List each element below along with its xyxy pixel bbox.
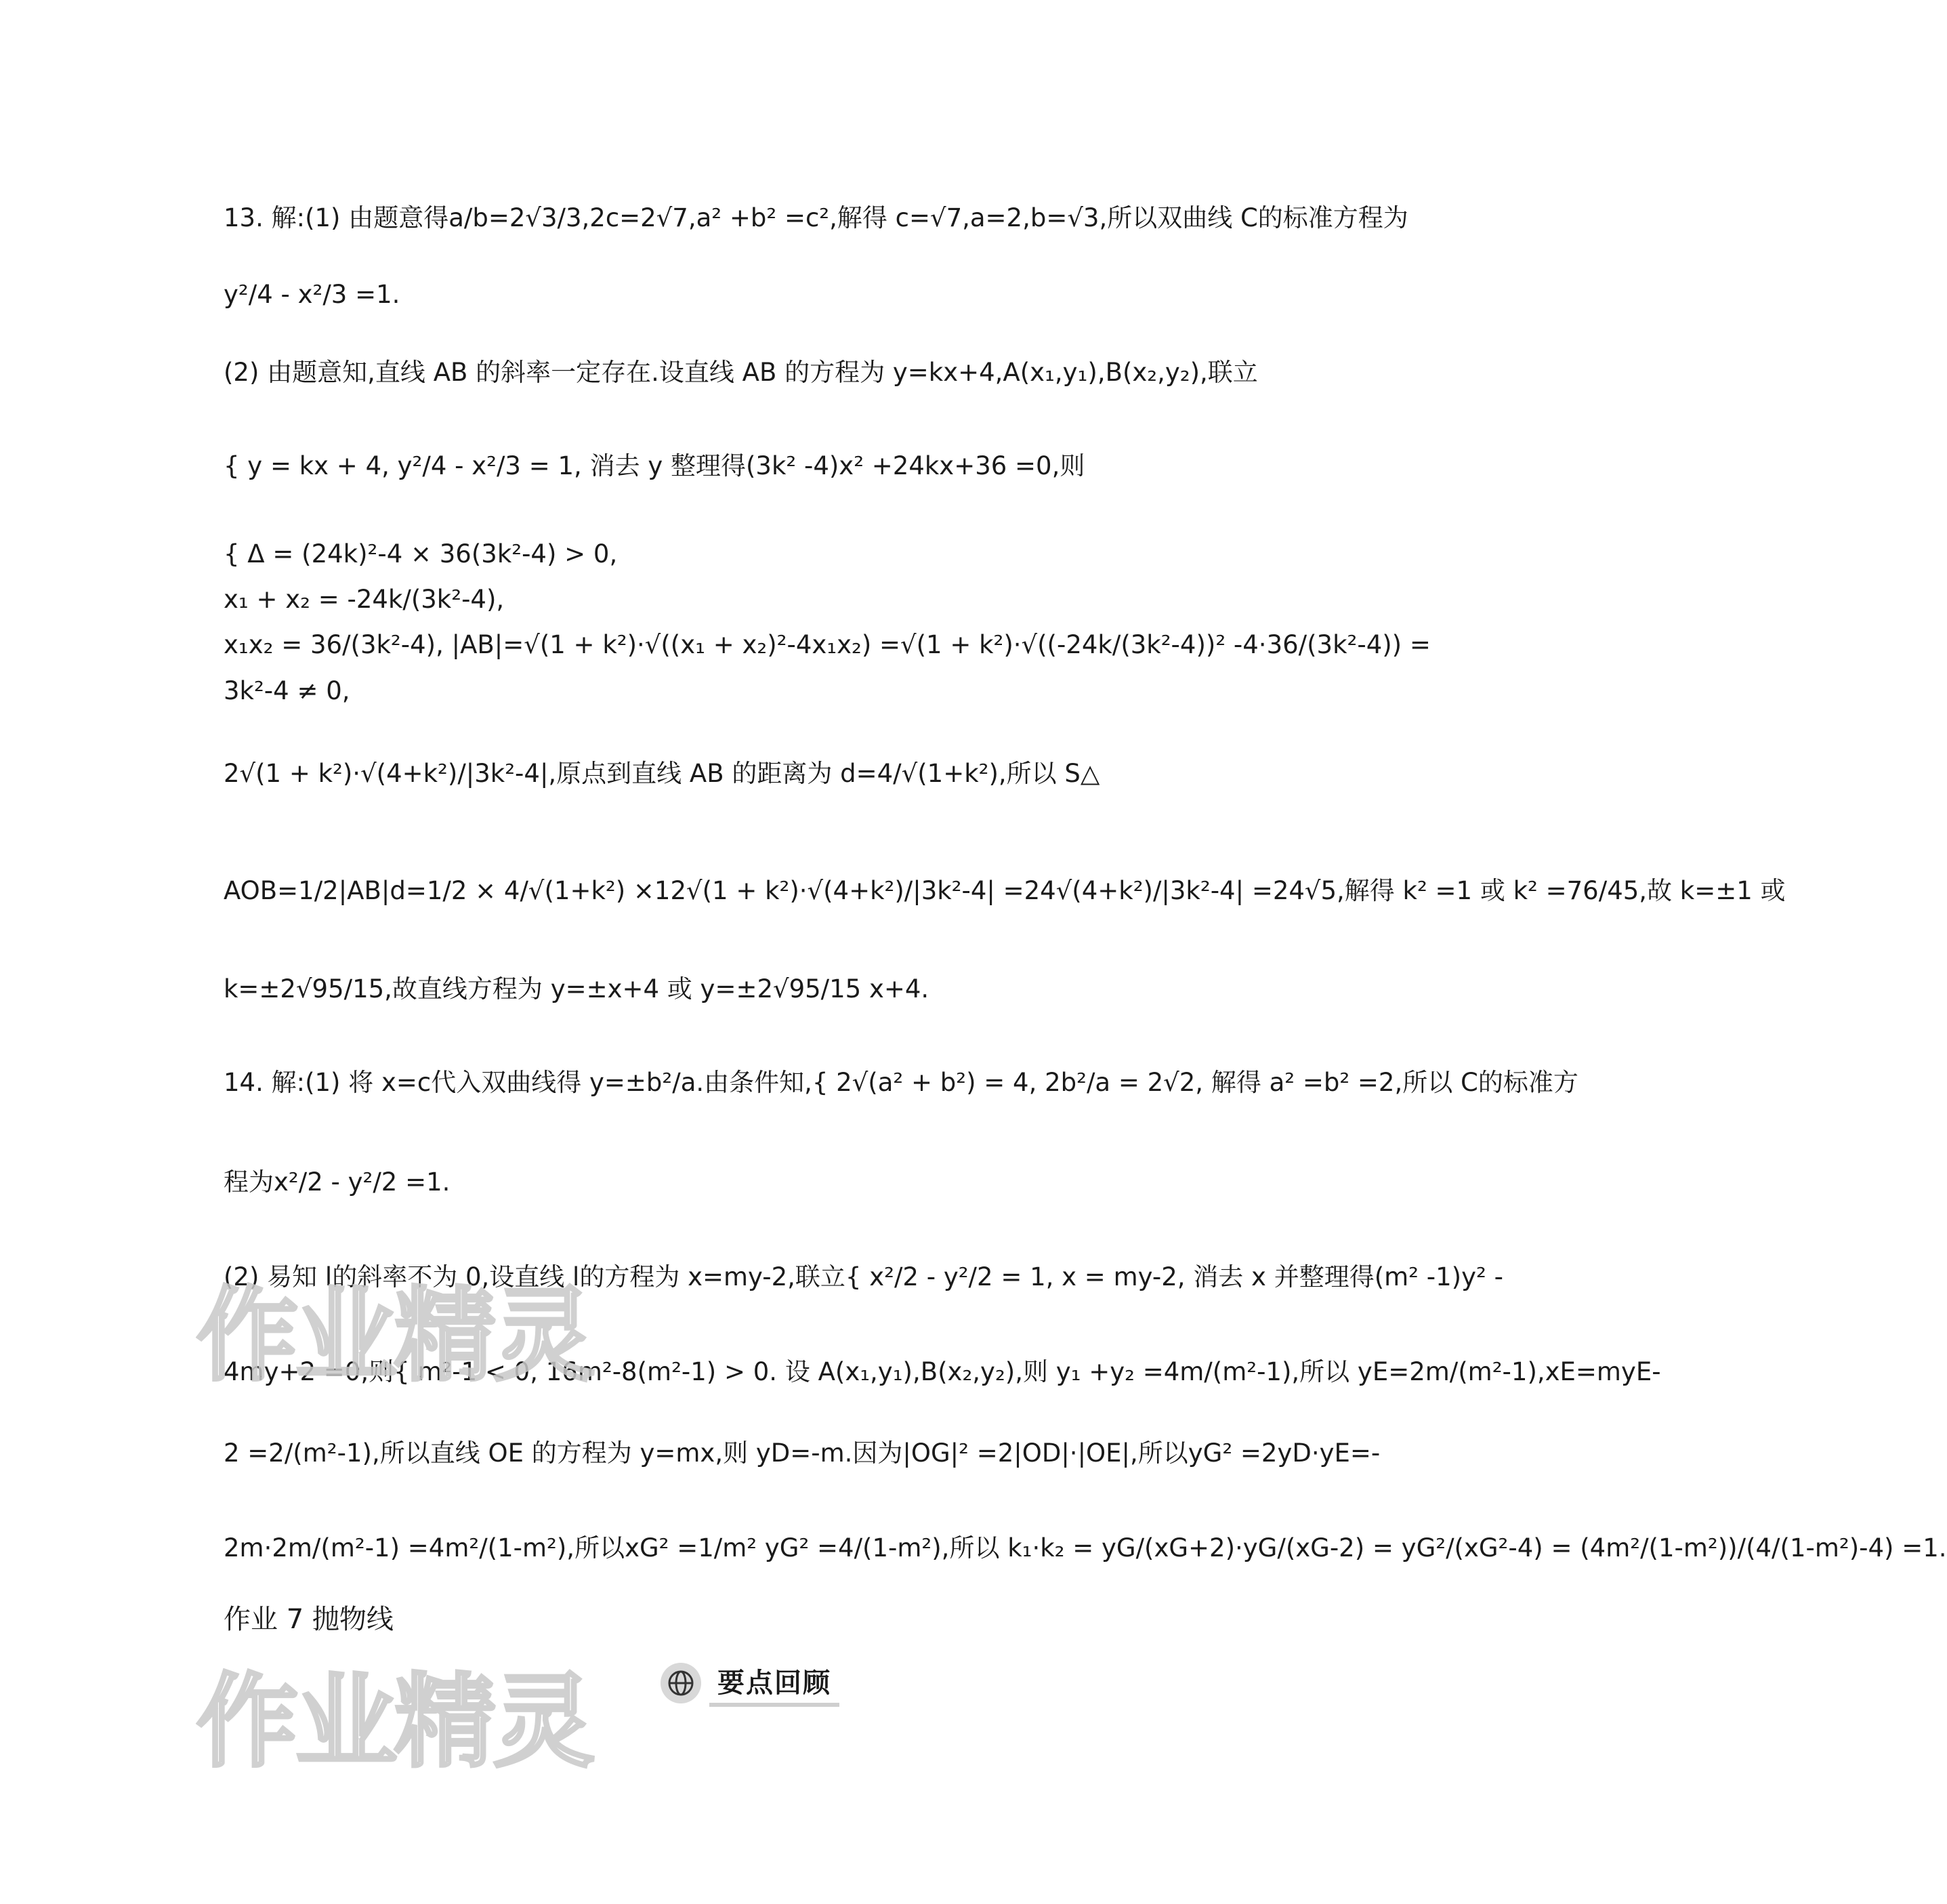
text-line: 2m·2m/(m²-1) =4m²/(1-m²),所以xG² =1/m² yG² =4/(1-m²),所以 k₁·k₂ = yG/(xG+2)·yG/(xG-2) = yG²/(xG²-4) = (4m²/(1-m²))/(4/(1-m²)-4) =1.	[224, 1533, 1947, 1562]
text-line: k=±2√95/15,故直线方程为 y=±x+4 或 y=±2√95/15 x+4.	[224, 974, 929, 1003]
text-line: 2√(1 + k²)·√(4+k²)/|3k²-4|,原点到直线 AB 的距离为 d=4/√(1+k²),所以 S△	[224, 759, 1100, 788]
section-header: 作业 7 抛物线	[224, 1604, 394, 1635]
text-line: (2) 由题意知,直线 AB 的斜率一定存在.设直线 AB 的方程为 y=kx+4,A(x₁,y₁),B(x₂,y₂),联立	[224, 358, 1258, 387]
text-line: (2) 易知 l的斜率不为 0,设直线 l的方程为 x=my-2,联立{ x²/2 - y²/2 = 1, x = my-2, 消去 x 并整理得(m² -1)y² -	[224, 1262, 1503, 1291]
text-line: 3k²-4 ≠ 0,	[224, 676, 350, 705]
text-line: 14. 解:(1) 将 x=c代入双曲线得 y=±b²/a.由条件知,{ 2√(a² + b²) = 4, 2b²/a = 2√2, 解得 a² =b² =2,所以 C的标准方	[224, 1068, 1578, 1097]
globe-icon	[661, 1663, 701, 1703]
watermark: 作业精灵	[196, 1663, 593, 1781]
text-line: y²/4 - x²/3 =1.	[224, 280, 400, 309]
watermark: 作业精灵	[196, 1277, 593, 1395]
text-line: 4my+2 =0,则{ m²-1 < 0, 16m²-8(m²-1) > 0. 设 A(x₁,y₁),B(x₂,y₂),则 y₁ +y₂ =4m/(m²-1),所以 yE=2m/(m²-1),xE=myE-	[224, 1357, 1661, 1386]
section-tag	[661, 1659, 839, 1707]
text-line: 程为x²/2 - y²/2 =1.	[224, 1167, 451, 1197]
text-line: 13. 解:(1) 由题意得a/b=2√3/3,2c=2√7,a² +b² =c²,解得 c=√7,a=2,b=√3,所以双曲线 C的标准方程为	[224, 203, 1408, 232]
text-line: x₁ + x₂ = -24k/(3k²-4),	[224, 585, 505, 614]
section-tag-label: 要点回顾	[709, 1659, 839, 1707]
text-line: { y = kx + 4, y²/4 - x²/3 = 1, 消去 y 整理得(3k² -4)x² +24kx+36 =0,则	[224, 451, 1085, 480]
text-line: { Δ = (24k)²-4 × 36(3k²-4) > 0,	[224, 539, 618, 568]
text-line: AOB=1/2|AB|d=1/2 × 4/√(1+k²) ×12√(1 + k²)·√(4+k²)/|3k²-4| =24√(4+k²)/|3k²-4| =24√5,解得 k² =1 或 k² =76/45,故 k=±1 或	[224, 876, 1786, 905]
text-line: x₁x₂ = 36/(3k²-4), |AB|=√(1 + k²)·√((x₁ + x₂)²-4x₁x₂) =√(1 + k²)·√((-24k/(3k²-4))² -4·36/(3k²-4)) =	[224, 630, 1431, 659]
text-line: 2 =2/(m²-1),所以直线 OE 的方程为 y=mx,则 yD=-m.因为|OG|² =2|OD|·|OE|,所以yG² =2yD·yE=-	[224, 1439, 1381, 1468]
